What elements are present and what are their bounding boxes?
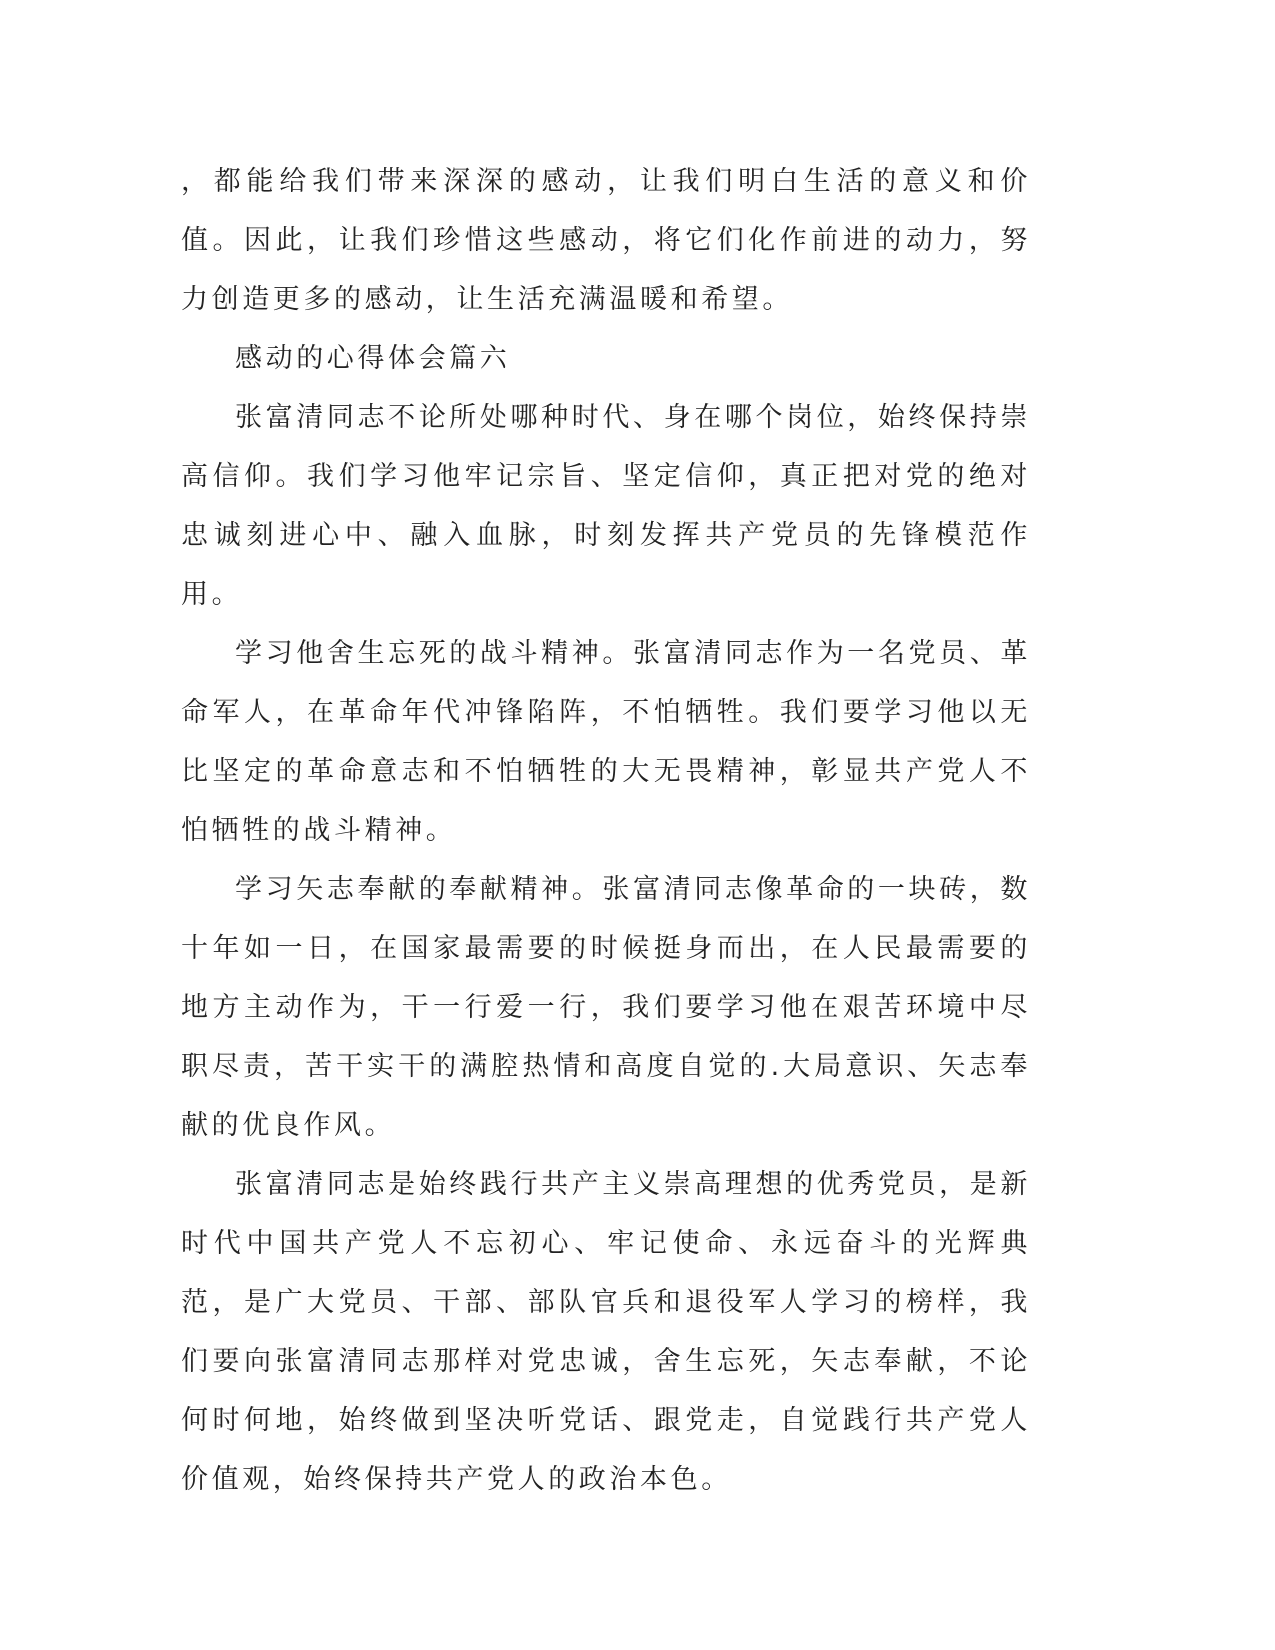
paragraph-dedication: 学习矢志奉献的奉献精神。张富清同志像革命的一块砖，数十年如一日，在国家最需要的时候挺身而出，在人民最需要的地方主动作为，干一行爱一行，我们要学习他在艰苦环境中尽职尽责，苦干实干的满腔热情和高度自觉的.大局意识、矢志奉献的优良作风。 xyxy=(181,874,1031,1141)
paragraph-faith: 张富清同志不论所处哪种时代、身在哪个岗位，始终保持崇高信仰。我们学习他牢记宗旨、坚定信仰，真正把对党的绝对忠诚刻进心中、融入血脉，时刻发挥共产党员的先锋模范作用。 xyxy=(181,402,1031,610)
paragraph-fighting-spirit: 学习他舍生忘死的战斗精神。张富清同志作为一名党员、革命军人，在革命年代冲锋陷阵，不怕牺牲。我们要学习他以无比坚定的革命意志和不怕牺牲的大无畏精神，彰显共产党人不怕牺牲的战斗精神。 xyxy=(181,638,1031,846)
paragraph-continuation: ，都能给我们带来深深的感动，让我们明白生活的意义和价值。因此，让我们珍惜这些感动，将它们化作前进的动力，努力创造更多的感动，让生活充满温暖和希望。 xyxy=(181,166,1031,315)
document-body xyxy=(181,152,1031,1509)
paragraph-conclusion: 张富清同志是始终践行共产主义崇高理想的优秀党员，是新时代中国共产党人不忘初心、牢记使命、永远奋斗的光辉典范，是广大党员、干部、部队官兵和退役军人学习的榜样，我们要向张富清同志那样对党忠诚，舍生忘死，矢志奉献，不论何时何地，始终做到坚决听党话、跟党走，自觉践行共产党人价值观，始终保持共产党人的政治本色。 xyxy=(181,1169,1031,1495)
section-heading: 感动的心得体会篇六 xyxy=(235,343,511,374)
